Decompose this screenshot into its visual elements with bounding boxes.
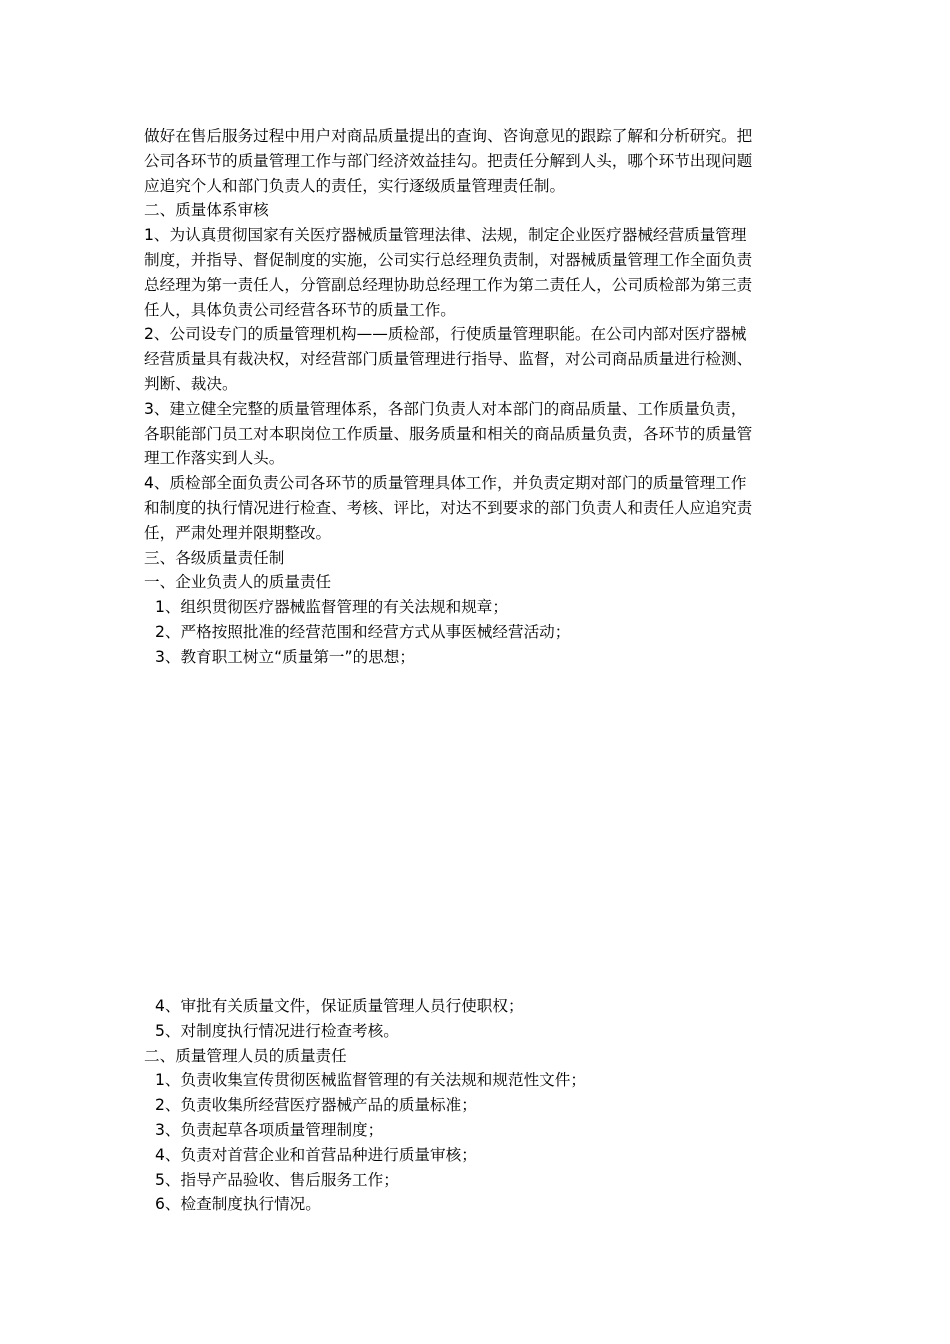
subsection-heading: 一、企业负责人的质量责任: [144, 573, 332, 592]
document-text-block-top: [144, 124, 808, 670]
text-line: 判断、裁决。: [144, 374, 238, 393]
list-item: 4、审批有关质量文件，保证质量管理人员行使职权；: [155, 997, 524, 1015]
subsection-heading: 二、质量管理人员的质量责任: [144, 1046, 347, 1065]
list-item: 2、负责收集所经营医疗器械产品的质量标准；: [155, 1096, 477, 1115]
text-line: 经营质量具有裁决权，对经营部门质量管理进行指导、监督，对公司商品质量进行检测、: [144, 350, 753, 369]
text-line: 2、公司设专门的质量管理机构——质检部，行使质量管理职能。在公司内部对医疗器械: [144, 325, 747, 344]
text-line: 任，严肃处理并限期整改。: [144, 523, 332, 542]
text-line: 总经理为第一责任人，分管副总经理协助总经理工作为第二责任人，公司质检部为第三责: [144, 275, 753, 294]
text-line: 公司各环节的质量管理工作与部门经济效益挂勾。把责任分解到人头，哪个环节出现问题: [144, 151, 753, 170]
list-item: 4、负责对首营企业和首营品种进行质量审核；: [155, 1145, 477, 1164]
list-item: 2、严格按照批准的经营范围和经营方式从事医械经营活动；: [155, 622, 571, 641]
text-line: 做好在售后服务过程中用户对商品质量提出的查询、咨询意见的跟踪了解和分析研究。把: [144, 127, 753, 145]
list-item: 1、组织贯彻医疗器械监督管理的有关法规和规章；: [155, 598, 508, 617]
text-line: 4、质检部全面负责公司各环节的质量管理具体工作，并负责定期对部门的质量管理工作: [144, 474, 747, 493]
section-heading: 三、各级质量责任制: [144, 548, 285, 567]
text-line: 制度，并指导、督促制度的实施，公司实行总经理负责制，对器械质量管理工作全面负责: [144, 250, 753, 269]
list-item: 3、教育职工树立“质量第一”的思想；: [155, 647, 415, 666]
section-heading: 二、质量体系审核: [144, 201, 269, 220]
list-item: 6、检查制度执行情况。: [155, 1195, 321, 1214]
text-line: 1、为认真贯彻国家有关医疗器械质量管理法律、法规，制定企业医疗器械经营质量管理: [144, 226, 747, 245]
document-text-block-bottom: [144, 994, 808, 1217]
text-line: 3、建立健全完整的质量管理体系，各部门负责人对本部门的商品质量、工作质量负责，: [144, 399, 747, 418]
list-item: 3、负责起草各项质量管理制度；: [155, 1120, 384, 1139]
list-item: 5、指导产品验收、售后服务工作；: [155, 1170, 399, 1189]
list-item: 1、负责收集宣传贯彻医械监督管理的有关法规和规范性文件；: [155, 1071, 586, 1090]
text-line: 应追究个人和部门负责人的责任，实行逐级质量管理责任制。: [144, 176, 566, 195]
text-line: 和制度的执行情况进行检查、考核、评比，对达不到要求的部门负责人和责任人应追究责: [144, 498, 753, 517]
list-item: 5、对制度执行情况进行检查考核。: [155, 1021, 399, 1040]
text-line: 任人，具体负责公司经营各环节的质量工作。: [144, 300, 456, 319]
text-line: 各职能部门员工对本职岗位工作质量、服务质量和相关的商品质量负责，各环节的质量管: [144, 424, 753, 443]
text-line: 理工作落实到人头。: [144, 449, 285, 468]
